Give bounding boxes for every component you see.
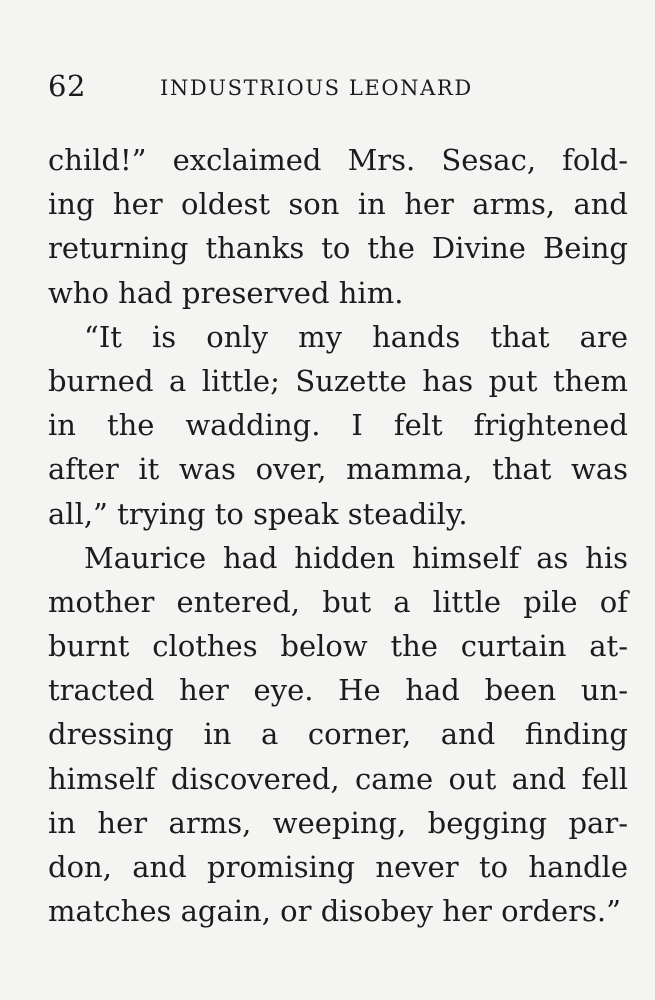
text-line: burned a little; Suzette has put them — [48, 363, 628, 398]
text-line: “It is only my hands that are — [84, 319, 628, 354]
text-line: returning thanks to the Divine Being — [48, 231, 628, 266]
text-line: Maurice had hidden himself as his — [84, 540, 628, 575]
text-line: don, and promising never to handle — [48, 850, 628, 884]
text-line: child!” exclaimed Mrs. Sesac, fold- — [48, 143, 628, 177]
text-line: after it was over, mamma, that was — [48, 452, 628, 487]
page-header — [48, 66, 608, 106]
running-title: INDUSTRIOUS LEONARD — [160, 76, 473, 100]
text-line: who had preserved him. — [48, 275, 404, 310]
text-line: burnt clothes below the curtain at- — [48, 629, 628, 664]
body-text — [48, 138, 628, 933]
text-line: matches again, or disobey her orders.” — [48, 894, 621, 929]
text-line: all,” trying to speak steadily. — [48, 496, 468, 531]
text-line: ing her oldest son in her arms, and — [48, 187, 628, 222]
text-line: himself discovered, came out and fell — [48, 761, 628, 796]
text-line: tracted her eye. He had been un- — [48, 673, 628, 708]
text-line: dressing in a corner, and finding — [48, 717, 628, 752]
page-number: 62 — [48, 69, 86, 103]
text-line: in the wadding. I felt frightened — [48, 408, 628, 443]
text-line: in her arms, weeping, begging par- — [48, 805, 628, 840]
text-line: mother entered, but a little pile of — [48, 584, 628, 619]
